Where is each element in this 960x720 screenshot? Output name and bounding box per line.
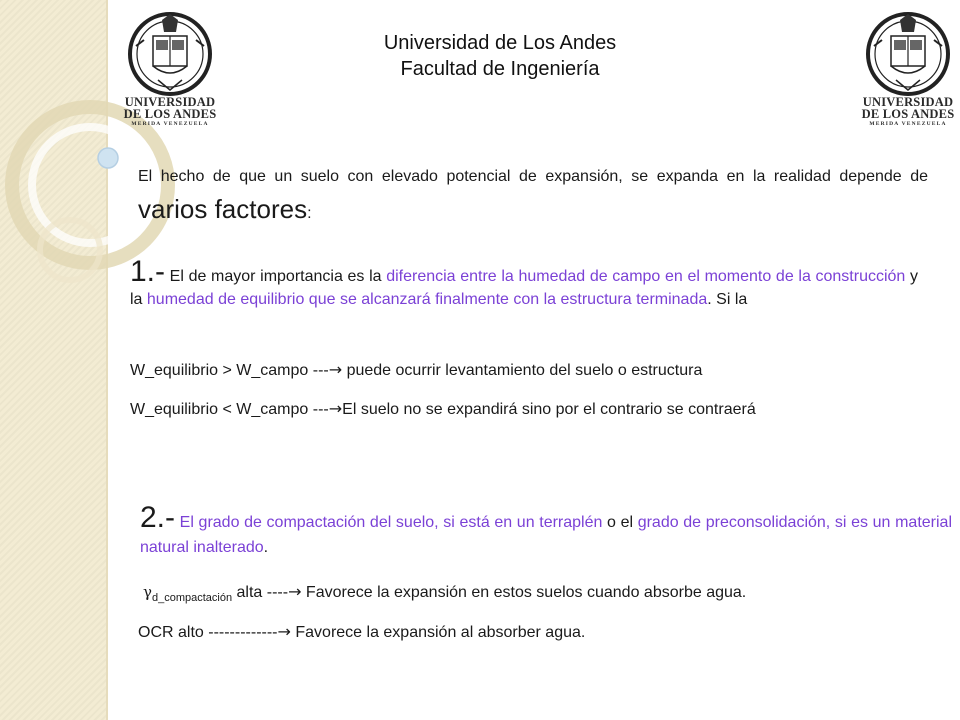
- university-logo-right: [856, 10, 960, 138]
- bullet-dot: [98, 148, 118, 168]
- right-arrow-icon: →: [288, 582, 302, 601]
- intro-emphasis: varios factores: [138, 194, 308, 224]
- condition-line-1: [130, 359, 920, 382]
- factor-1-number: 1.-: [130, 255, 166, 288]
- condition-2-right: El suelo no se expandirá sino por el contrario se contraerá: [342, 401, 756, 418]
- factor-2-paragraph: [140, 501, 952, 560]
- factor-2-number: 2.-: [140, 501, 176, 534]
- intro-colon: :: [307, 205, 312, 222]
- factor-2-highlight-2: grado de preconsolidación, si es un material natural inalterado: [140, 514, 952, 556]
- university-seal-icon: [118, 10, 222, 96]
- faculty-name: Facultad de Ingeniería: [400, 58, 600, 80]
- factor-2-mid: o el: [602, 514, 638, 531]
- intro-text: El hecho de que un suelo con elevado potencial de expansión, se expanda en la realidad depende de: [138, 168, 928, 185]
- ocr-text-after: Favorece la expansión al absorber agua.: [290, 624, 586, 641]
- gamma-symbol: γ: [143, 583, 152, 601]
- factor-1-lead: El de mayor importancia es la: [165, 268, 387, 285]
- slide-header: [300, 30, 700, 82]
- gamma-text-after: Favorece la expansión en estos suelos cuando absorbe agua.: [301, 584, 747, 601]
- factor-1-tail: . Si la: [707, 291, 748, 308]
- condition-2-left: W_equilibrio < W_campo ---: [130, 401, 329, 418]
- logo-line-2: DE LOS ANDES: [861, 107, 955, 121]
- right-arrow-icon: →: [277, 622, 291, 641]
- factor-1-paragraph: [130, 255, 918, 311]
- condition-1-left: W_equilibrio > W_campo ---: [130, 362, 329, 379]
- logo-line-3: MERIDA VENEZUELA: [131, 121, 209, 127]
- right-arrow-icon: →: [328, 360, 343, 379]
- gamma-compaction-line: [143, 581, 960, 605]
- factor-1-highlight-1: diferencia entre la humedad de campo en el momento de la construcción: [386, 268, 906, 285]
- gamma-text-before: alta ----: [232, 584, 289, 601]
- logo-line-2: DE LOS ANDES: [123, 107, 217, 121]
- intro-paragraph: [138, 160, 928, 230]
- condition-line-2: [130, 398, 920, 421]
- factor-2-highlight-1: El grado de compactación del suelo, si está en un terraplén: [175, 514, 603, 531]
- university-name: Universidad de Los Andes: [383, 32, 617, 54]
- ocr-text-before: OCR alto -------------: [138, 624, 278, 641]
- factor-1-highlight-2: humedad de equilibrio que se alcanzará finalmente con la estructura terminada: [146, 291, 708, 308]
- logo-line-1: UNIVERSIDAD: [862, 95, 954, 109]
- ocr-line: [138, 621, 958, 644]
- logo-line-1: UNIVERSIDAD: [124, 95, 216, 109]
- right-arrow-icon: →: [328, 399, 343, 418]
- factor-1-mid: y la: [130, 268, 918, 308]
- condition-1-right: puede ocurrir levantamiento del suelo o estructura: [342, 362, 703, 379]
- gamma-subscript: d_compactación: [151, 592, 233, 604]
- university-seal-icon: [856, 10, 960, 96]
- university-logo-left: [118, 10, 222, 138]
- logo-line-3: MERIDA VENEZUELA: [869, 121, 947, 127]
- factor-2-tail: .: [263, 539, 269, 556]
